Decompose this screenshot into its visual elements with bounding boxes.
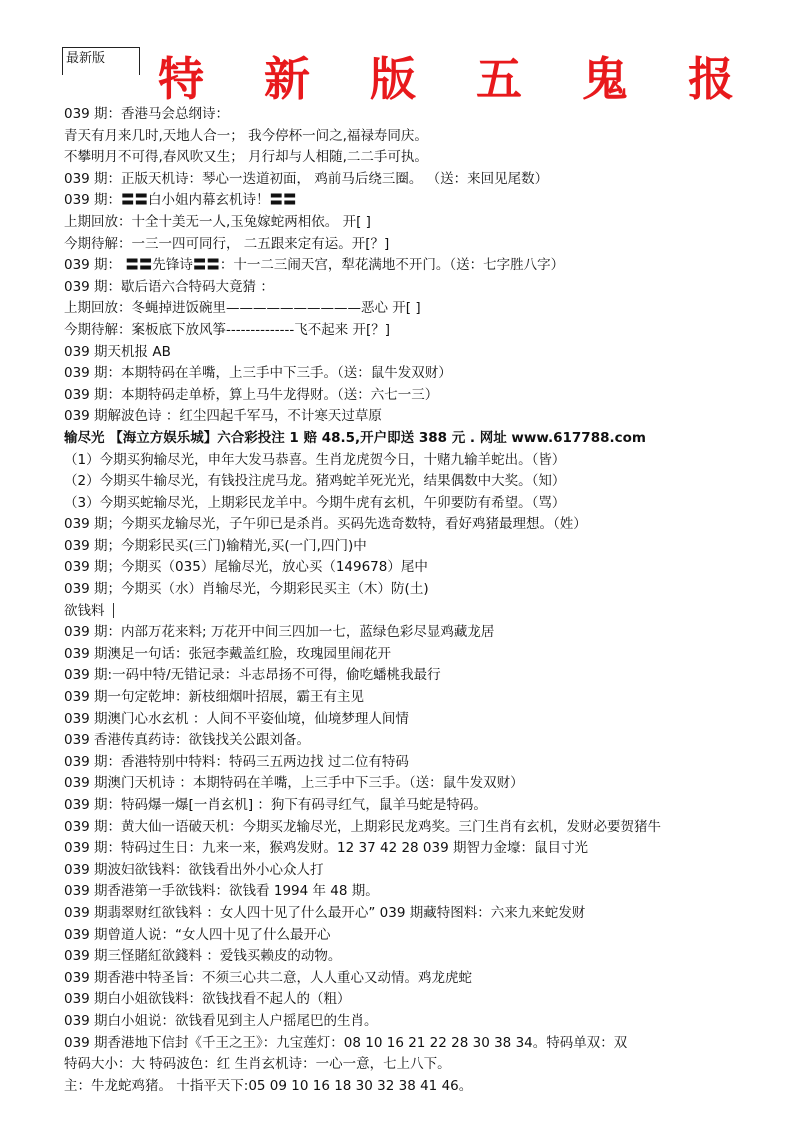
text-line: 039 期:一码中特/无错记录：斗志昂扬不可得，偷吃蟠桃我最行 bbox=[64, 667, 441, 684]
text-line: 039 期：香港特别中特料：特码三五两边找 过二位有特码 bbox=[64, 753, 409, 770]
text-cursor bbox=[113, 603, 114, 618]
text-line: 039 期：〓〓白小姐内幕玄机诗！〓〓 bbox=[64, 192, 297, 209]
text-line: 039 期：正版天机诗：琴心一迭道初面， 鸡前马后绕三圈。 （送：来回见尾数） bbox=[64, 170, 549, 187]
text-line: 039 期香港地下信封《千王之王》：九宝莲灯：08 10 16 21 22 28 30 38 34。特码单双：双 bbox=[64, 1034, 628, 1051]
text-line: 039 期翡翠财红欲钱料 ：女人四十见了什么最开心” 039 期藏特图料：六来九来蛇发财 bbox=[64, 904, 586, 921]
text-line: 039 期解波色诗 ：红尘四起千军马，不计寒天过草原 bbox=[64, 408, 382, 425]
text-line: 今期待解：一三一四可同行， 二五跟来定有运。开[？] bbox=[64, 235, 390, 252]
text-line: 039 期香港第一手欲钱料：欲钱看 1994 年 48 期。 bbox=[64, 883, 379, 900]
text-line: 039 期：本期特码在羊嘴，上三手中下三手。（送：鼠牛发双财） bbox=[64, 365, 452, 382]
text-line: 039 期：歇后语六合特码大竟猜 ： bbox=[64, 278, 274, 295]
text-line: （3）今期买蛇输尽光，上期彩民龙羊中。今期牛虎有玄机，午卯要防有希望。（骂） bbox=[64, 494, 566, 511]
text-line: 039 期：本期特码走单桥，算上马牛龙得财。（送：六七一三） bbox=[64, 386, 439, 403]
text-line: 039 期；今期买（水）肖输尽光，今期彩民买主（木）防(土) bbox=[64, 581, 429, 598]
text-line: 039 香港传真药诗：欲钱找关公跟刘备。 bbox=[64, 732, 311, 749]
document-body bbox=[64, 104, 793, 1097]
text-line: 039 期波妇欲钱料：欲钱看出外小心众人打 bbox=[64, 861, 324, 878]
text-line: 039 期：特码过生日：九来一来，猴鸡发财。12 37 42 28 039 期智力金壕：鼠目寸光 bbox=[64, 840, 588, 857]
text-line: 039 期白小姐欲钱料：欲钱找看不起人的（粗） bbox=[64, 991, 351, 1008]
text-line: 039 期曾道人说：“女人四十见了什么最开心 bbox=[64, 926, 331, 943]
text-line: 039 期： 〓〓先锋诗〓〓：十一二三闹天宫，犁花满地不开门。（送：七字胜八字） bbox=[64, 257, 565, 274]
page-title: 特 新 版 五 鬼 报 bbox=[158, 52, 757, 106]
text-line: 上期回放：冬蝇掉进饭碗里——————————恶心 开[ ] bbox=[64, 300, 421, 317]
section-heading: 欲钱料 bbox=[64, 602, 105, 619]
text-line: 青天有月来几时,天地人合一； 我今停杯一问之,福禄寿同庆。 bbox=[64, 127, 428, 144]
text-line: （1）今期买狗输尽光，申年大发马恭喜。生肖龙虎贺今日，十赌九输羊蛇出。（皆） bbox=[64, 451, 566, 468]
text-line: 主：牛龙蛇鸡猪。 十指平天下:05 09 10 16 18 30 32 38 41 46。 bbox=[64, 1077, 473, 1094]
text-line: 039 期一句定乾坤：新枝细烟叶招展，霸王有主见 bbox=[64, 689, 365, 706]
text-line: 039 期澳门心水玄机 ：人间不平姿仙境，仙境梦理人间情 bbox=[64, 710, 409, 727]
text-line: 039 期：黄大仙一语破天机：今期买龙输尽光，上期彩民龙鸡奖。三门生肖有玄机，发财必要贺猪牛 bbox=[64, 818, 662, 835]
text-line: 039 期；今期买（035）尾输尽光，放心买（149678）尾中 bbox=[64, 559, 428, 576]
text-line: 上期回放：十全十美无一人,玉兔嫁蛇两相依。 开[ ] bbox=[64, 213, 371, 230]
text-line: 039 期白小姐说：欲钱看见到主人户摇尾巴的生肖。 bbox=[64, 1012, 378, 1029]
text-line: 不攀明月不可得,春风吹又生； 月行却与人相随,二二手可执。 bbox=[64, 149, 428, 166]
text-line: 039 期；今期彩民买(三门)输精光,买(一门,四门)中 bbox=[64, 537, 367, 554]
text-line: 039 期：内部万花来料; 万花开中间三四加一七，蓝绿色彩尽显鸡藏龙居 bbox=[64, 624, 495, 641]
section-heading-line bbox=[64, 601, 793, 623]
text-line: 039 期香港中特圣旨：不须三心共二意，人人重心又动情。鸡龙虎蛇 bbox=[64, 969, 473, 986]
text-line: 特码大小：大 特码波色：红 生肖玄机诗：一心一意，七上八下。 bbox=[64, 1056, 451, 1073]
text-line: 今期待解：案板底下放风筝--------------飞不起来 开[？] bbox=[64, 321, 391, 338]
text-line: 039 期：特码爆一爆[一肖玄机] ：狗下有码寻红气，鼠羊马蛇是特码。 bbox=[64, 797, 487, 813]
text-line: 039 期；今期买龙输尽光，子午卯已是杀肖。买码先选奇数特，看好鸡猪最理想。（姓） bbox=[64, 516, 587, 533]
text-line: 039 期澳门天机诗 ：本期特码在羊嘴，上三手中下三手。（送：鼠牛发双财） bbox=[64, 775, 524, 792]
edition-badge: 最新版 bbox=[62, 47, 140, 75]
text-line: 039 期澳足一句话：张冠李戴盖红脸，玫瑰园里闹花开 bbox=[64, 645, 392, 662]
text-line: （2）今期买牛输尽光，有钱投注虎马龙。猪鸡蛇羊死光光，结果偶数中大奖。（知） bbox=[64, 473, 566, 490]
text-line: 039 期天机报 AB bbox=[64, 343, 171, 360]
ad-line: 输尽光 【海立方娱乐城】六合彩投注 1 赔 48.5,开户即送 388 元 . 网址 www.617788.com bbox=[64, 429, 646, 446]
text-line: 039 期三怪賭紅欲錢料 ：爱钱买赖皮的动物。 bbox=[64, 948, 342, 965]
text-line: 039 期：香港马会总纲诗： bbox=[64, 106, 230, 122]
